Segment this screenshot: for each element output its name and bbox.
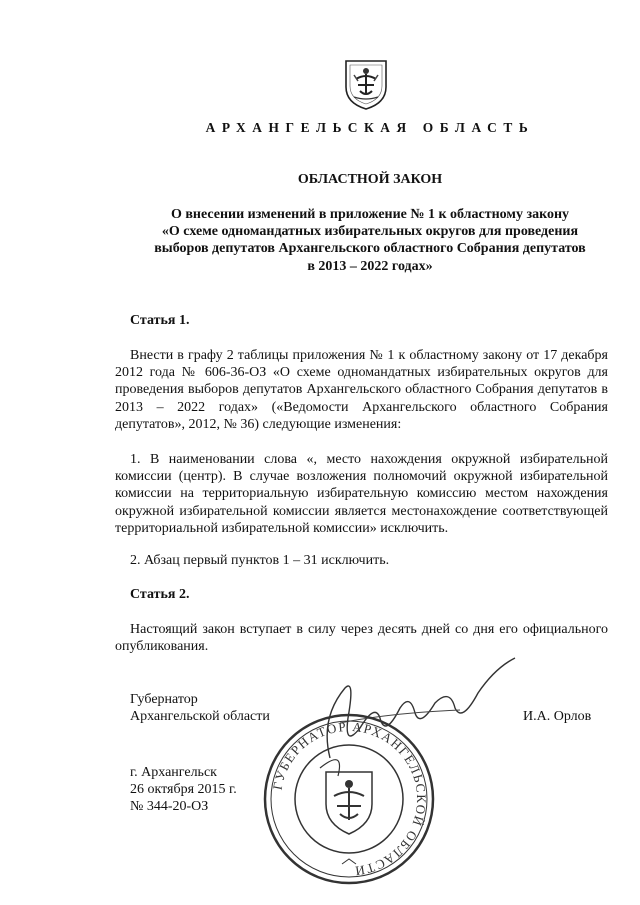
signatory-position bbox=[130, 691, 270, 725]
document-footer bbox=[130, 764, 237, 816]
article1-heading: Статья 1. bbox=[130, 313, 190, 328]
svg-text:ГУБЕРНАТОР АРХАНГЕЛЬСКОЙ ОБЛАС: ГУБЕРНАТОР АРХАНГЕЛЬСКОЙ ОБЛАСТИ bbox=[269, 718, 430, 879]
footer-city: г. Архангельск bbox=[130, 765, 217, 780]
article1-intro: Внести в графу 2 таблицы приложения № 1 к областному закону от 17 декабря 2012 года № 606-36-ОЗ «О схеме одномандатных избирательных округов для проведения выборов депутатов Архангельского областного Собрания депутатов в 2013 – 2022 годах» («Ведомости Архангельского областного Собрания депутатов», 2012, № 36) следующие изменения: bbox=[115, 348, 608, 432]
title-line: в 2013 – 2022 годах» bbox=[307, 258, 433, 274]
article2-text: Настоящий закон вступает в силу через десять дней со дня его официального опубликования. bbox=[115, 622, 608, 655]
article2-heading: Статья 2. bbox=[130, 587, 190, 602]
title-line: выборов депутатов Архангельского областного Собрания депутатов bbox=[154, 241, 586, 257]
article1-item1: 1. В наименовании слова «, место нахождения окружной избирательной комиссии (центр). В случае возложения полномочий окружной избирательной комиссии на территориальную избирательную комиссию местом нахождения окружной избирательной комиссии является местонахождение соответствующей территориальной избирательной комиссии» исключить. bbox=[115, 452, 608, 536]
region-name: АРХАНГЕЛЬСКАЯ ОБЛАСТЬ bbox=[205, 120, 535, 135]
article1-item2: 2. Абзац первый пунктов 1 – 31 исключить. bbox=[130, 553, 390, 568]
footer-date: 26 октября 2015 г. bbox=[130, 782, 237, 798]
arkhangelsk-coat-of-arms-icon bbox=[342, 57, 390, 111]
title-line: «О схеме одномандатных избирательных округов для проведения bbox=[161, 224, 579, 240]
law-title bbox=[130, 206, 610, 275]
position-line: Губернатор bbox=[130, 692, 198, 707]
law-type: ОБЛАСТНОЙ ЗАКОН bbox=[297, 172, 443, 187]
signatory-name: И.А. Орлов bbox=[523, 709, 592, 724]
position-line: Архангельской области bbox=[130, 709, 270, 725]
footer-number: № 344-20-ОЗ bbox=[130, 799, 209, 815]
title-line: О внесении изменений в приложение № 1 к областному закону bbox=[170, 207, 570, 222]
seal-stamp-icon bbox=[262, 712, 436, 886]
